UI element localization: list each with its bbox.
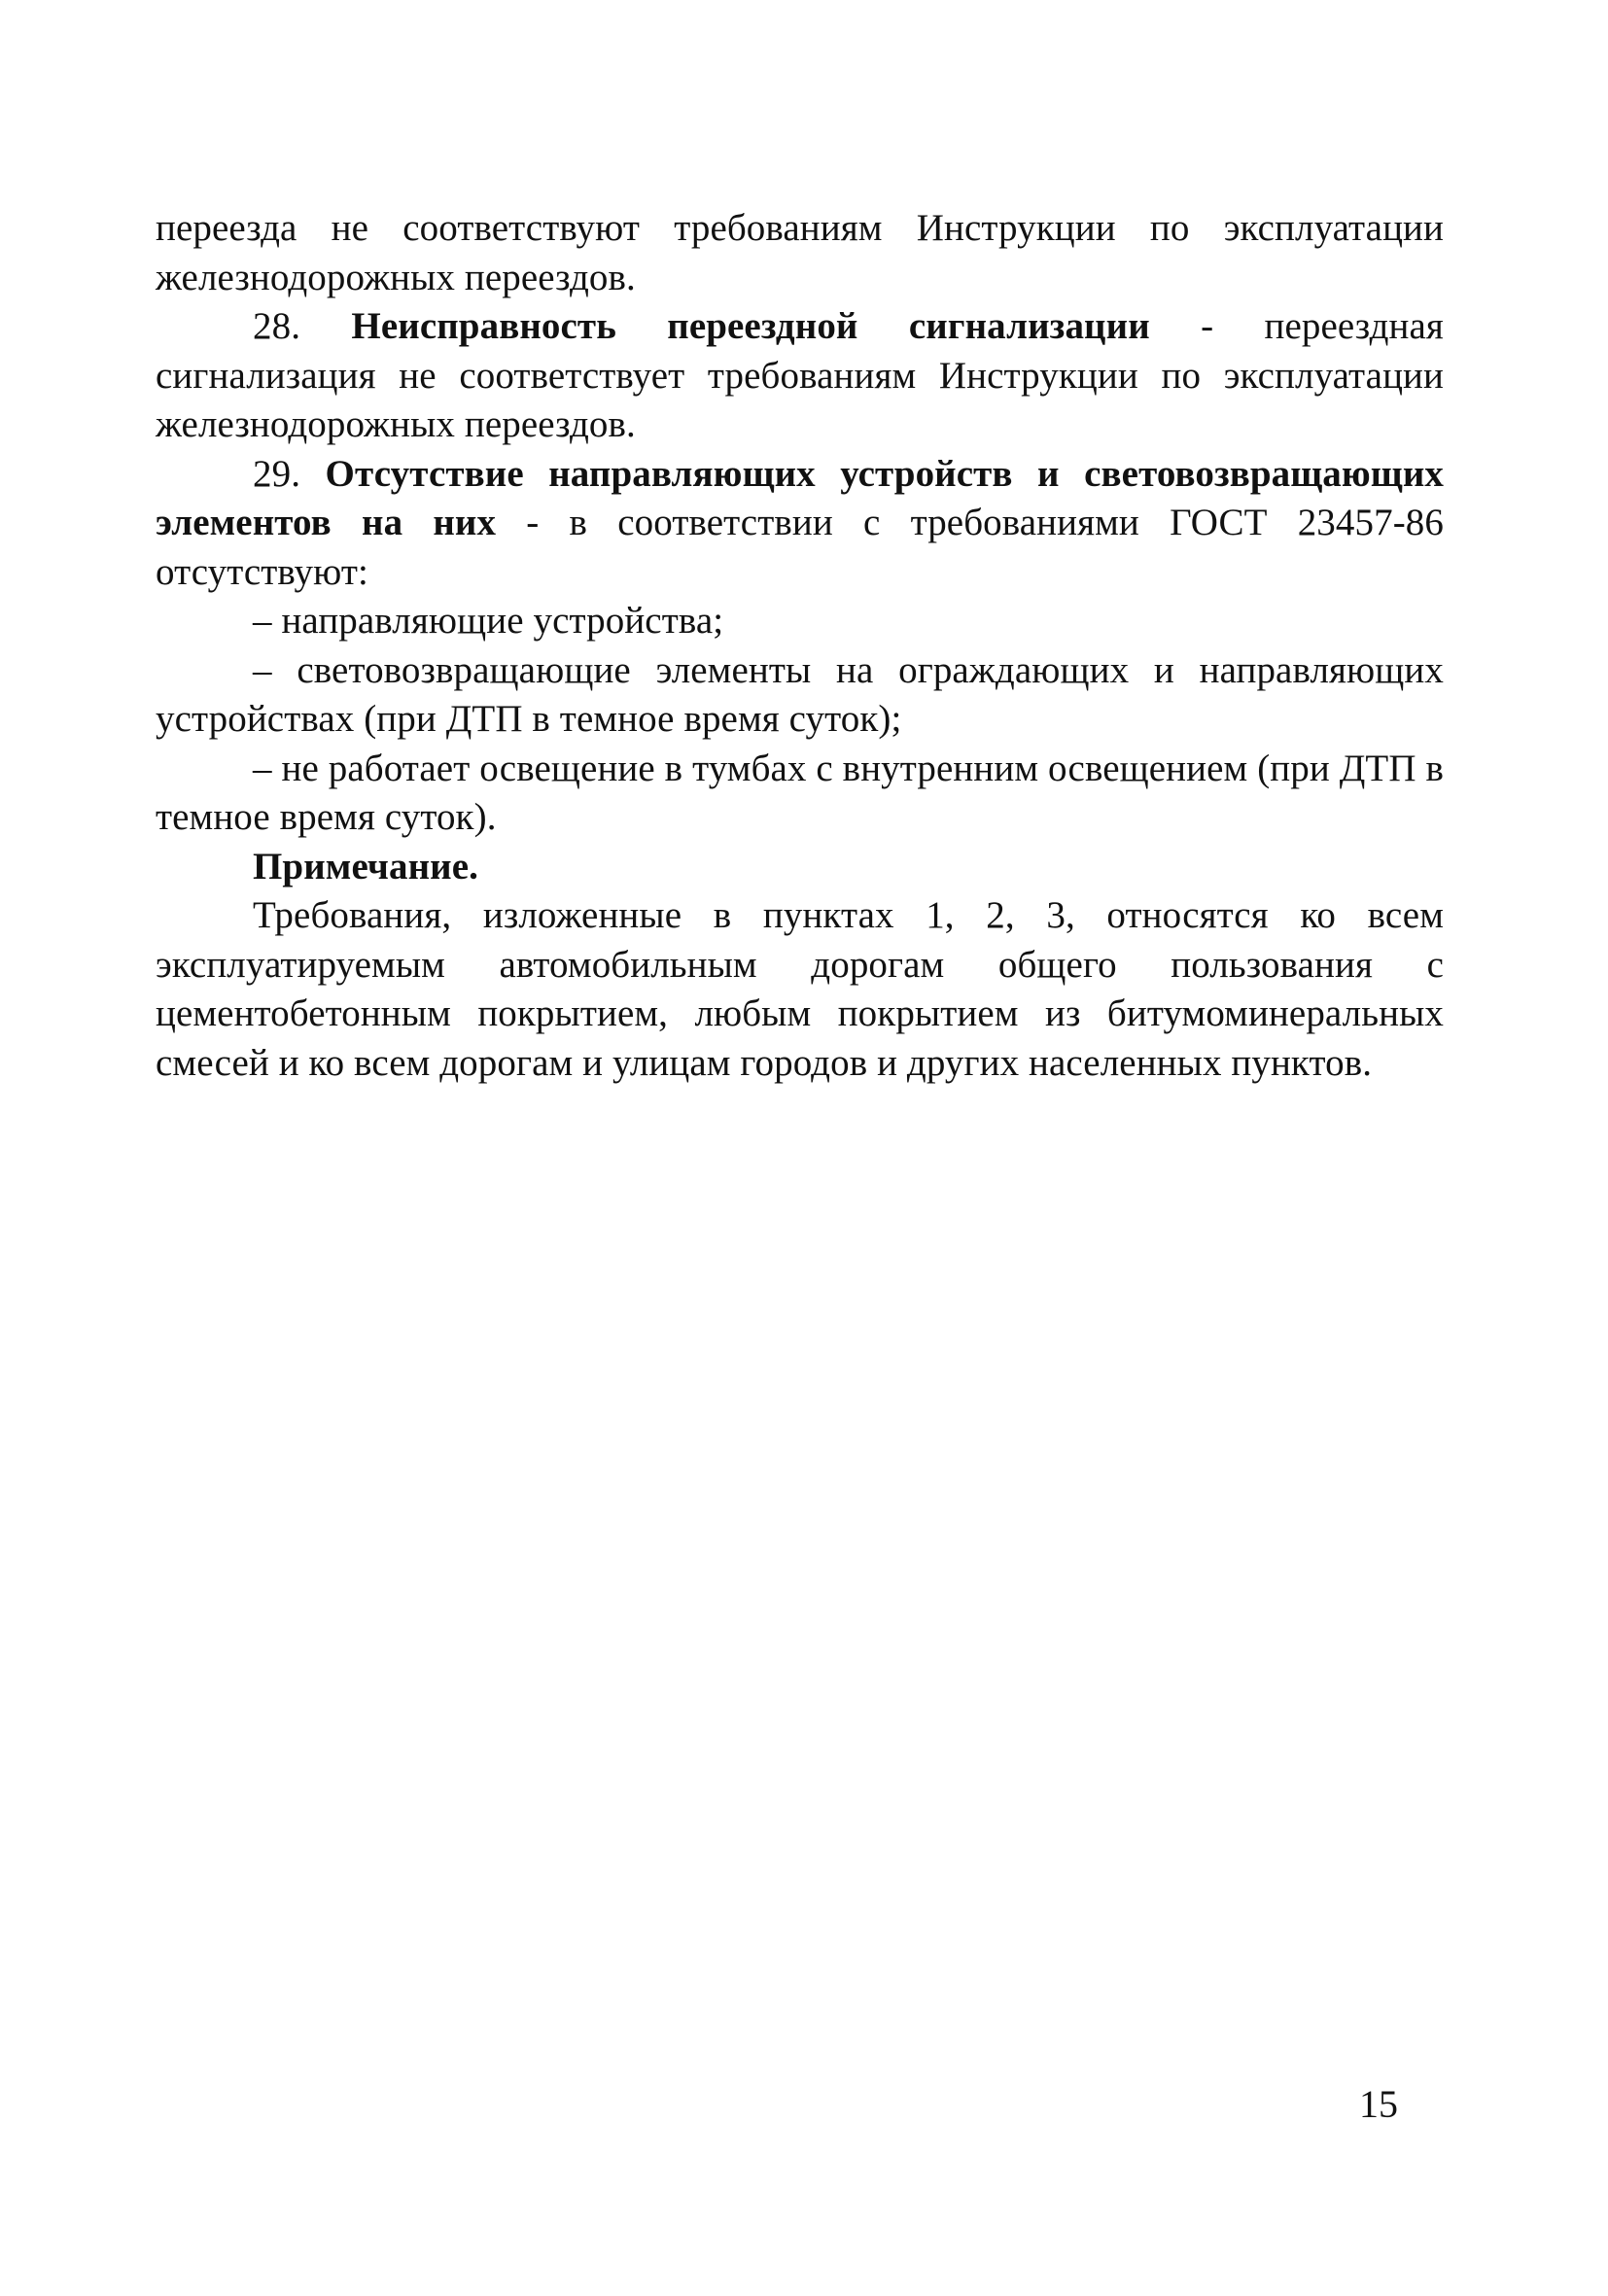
- item-29: [156, 450, 1444, 598]
- note-paragraph: Требования, изложенные в пунктах 1, 2, 3, относятся ко всем эксплуатируемым автомобильным дорогам общего пользования с цементобетонным покрытием, любым покрытием из битумоминеральных смесей и ко всем дорогам и улицам городов и других населенных пунктов.: [156, 894, 1444, 1084]
- item-29-text: - в соответствии с требованиями ГОСТ 23457-86 отсутствуют:: [156, 502, 1444, 593]
- item-29-number: 29.: [253, 452, 301, 495]
- bullet-item: – не работает освещение в тумбах с внутренним освещением (при ДТП в темное время суток).: [156, 747, 1444, 838]
- item-29-title: Отсутствие направляющих устройств и световозвращающих элементов на них: [156, 452, 1444, 543]
- bullet-item: – направляющие устройства;: [253, 600, 724, 642]
- item-28-text: - переездная сигнализация не соответствует требованиям Инструкции по эксплуатации железнодорожных переездов.: [156, 305, 1444, 445]
- item-28: [156, 302, 1444, 450]
- continuation-paragraph: переезда не соответствуют требованиям Инструкции по эксплуатации железнодорожных переездов.: [156, 207, 1444, 298]
- document-body: [156, 204, 1444, 1088]
- page-number: 15: [1359, 2082, 1398, 2126]
- item-28-title: Неисправность переездной сигнализации: [351, 305, 1150, 347]
- note-heading: Примечание.: [253, 845, 478, 887]
- item-28-number: 28.: [253, 305, 301, 347]
- bullet-item: – световозвращающие элементы на ограждающих и направляющих устройствах (при ДТП в темное время суток);: [156, 648, 1444, 740]
